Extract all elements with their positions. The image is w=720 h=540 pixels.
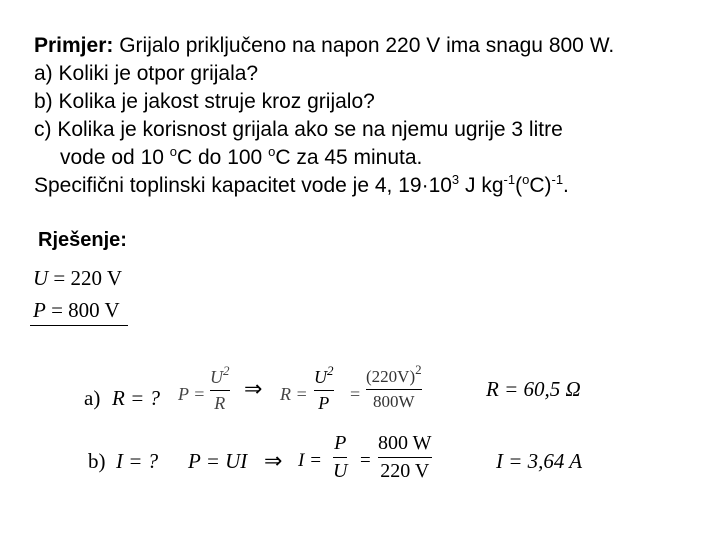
fraction-bar <box>333 457 347 458</box>
equals-sign: = <box>360 450 371 471</box>
exponent: -1 <box>551 172 564 187</box>
exponent: 2 <box>327 363 334 378</box>
given-divider <box>30 325 128 326</box>
step-b-solve-lhs: I = <box>298 450 322 471</box>
problem-heading: Primjer: <box>34 34 114 57</box>
degree-sign: o <box>169 144 177 159</box>
implies-arrow-icon: ⇒ <box>264 448 283 473</box>
step-b-fraction-1 <box>333 432 347 483</box>
denominator: R <box>214 393 226 413</box>
step-b-result: I = 3,64 A <box>496 449 583 473</box>
fraction-bar <box>378 457 432 458</box>
given-voltage <box>33 266 122 291</box>
question-b: b) Kolika je jakost struje kroz grijalo? <box>34 90 375 113</box>
numerator: (220V) <box>366 367 416 386</box>
fraction-bar <box>210 390 230 391</box>
numerator: U <box>210 367 223 387</box>
step-a-result: R = 60,5 Ω <box>486 377 581 401</box>
voltage-symbol: U <box>33 266 49 290</box>
exponent: 2 <box>415 362 422 377</box>
question-c-line2 <box>60 144 422 172</box>
question-c-text-3: C za 45 minuta. <box>275 146 423 169</box>
voltage-value: = 220 V <box>48 266 123 290</box>
step-b-fraction-2 <box>378 432 432 483</box>
step-a-solve-lhs: R = <box>280 384 308 404</box>
specific-heat-text-4: ( <box>515 174 523 197</box>
step-a-fraction-2 <box>314 363 334 414</box>
power-value: = 800 V <box>45 298 120 322</box>
numerator: 800 W <box>378 432 432 454</box>
specific-heat-text-2: 10 <box>428 174 452 197</box>
implies-arrow-icon: ⇒ <box>244 376 263 401</box>
specific-heat-text-5: C) <box>529 174 552 197</box>
specific-heat-line <box>34 172 569 200</box>
multiply-dot: · <box>421 174 429 197</box>
step-a-unknown: R = ? <box>112 386 160 410</box>
exponent: -1 <box>503 172 516 187</box>
problem-intro-line <box>34 32 614 60</box>
step-a-formula-lhs: P = <box>178 384 206 404</box>
specific-heat-text-3: J kg <box>459 174 504 197</box>
step-b-label: b) <box>88 449 106 473</box>
power-symbol: P <box>33 298 46 322</box>
fraction-bar <box>366 389 422 390</box>
question-c-text-1: vode od 10 <box>60 146 170 169</box>
equals-sign: = <box>350 384 361 404</box>
specific-heat-text-6: . <box>563 174 569 197</box>
denominator: 220 V <box>380 460 430 482</box>
denominator: U <box>333 460 348 482</box>
problem-intro: Grijalo priključeno na napon 220 V ima snagu 800 W. <box>119 34 615 57</box>
step-a-fraction-1 <box>210 363 230 414</box>
specific-heat-text-1: Specifični toplinski kapacitet vode je 4, 19 <box>34 174 422 197</box>
numerator: U <box>314 367 327 387</box>
step-b-formula: P = UI <box>188 449 248 473</box>
given-power <box>33 298 120 323</box>
denominator: P <box>318 393 330 413</box>
step-a-fraction-3 <box>366 362 422 412</box>
degree-sign: o <box>268 144 276 159</box>
exponent: 3 <box>451 172 460 187</box>
question-c-text-2: C do 100 <box>177 146 269 169</box>
step-a-label: a) <box>84 386 101 410</box>
step-b-unknown: I = ? <box>116 449 159 473</box>
fraction-bar <box>314 390 334 391</box>
numerator: P <box>334 432 347 454</box>
question-a: a) Koliki je otpor grijala? <box>34 62 259 85</box>
denominator: 800W <box>373 392 415 411</box>
exponent: 2 <box>223 363 230 378</box>
question-c-line1: c) Kolika je korisnost grijala ako se na njemu ugrije 3 litre <box>34 118 563 141</box>
degree-sign: o <box>522 172 530 187</box>
solution-heading: Rješenje: <box>38 229 127 251</box>
